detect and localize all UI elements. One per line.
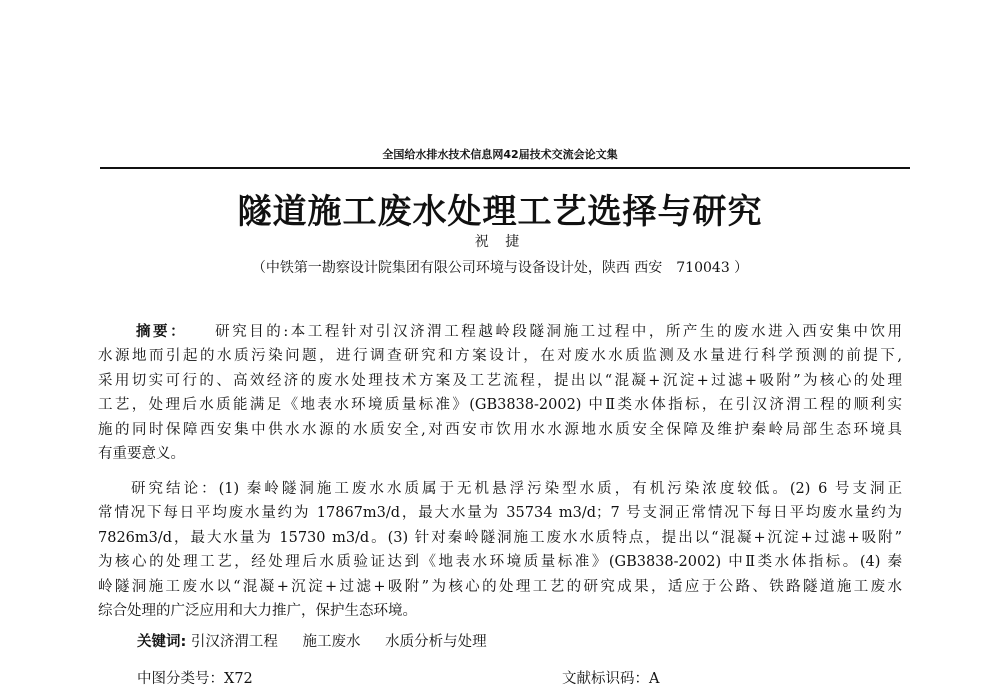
keywords bbox=[137, 631, 507, 653]
affiliation: （中铁第一勘察设计院集团有限公司环境与设备设计处，陕西 西安 710043 ） bbox=[251, 260, 749, 276]
keyword: 水质分析与处理 bbox=[385, 634, 487, 650]
abstract-label: 摘要： bbox=[136, 324, 188, 340]
keywords-label: 关键词: bbox=[137, 634, 187, 650]
conclusion bbox=[98, 477, 902, 623]
keyword: 引汉济渭工程 bbox=[190, 634, 278, 650]
document-code: 文献标识码：A bbox=[562, 671, 660, 687]
abstract bbox=[98, 320, 902, 466]
conclusion-line: 7826m3/d，最大水量为 15730 m3/d。(3) 针对秦岭隧洞施工废水水质特点，提出以“混凝+沉淀+过滤+吸附” bbox=[98, 529, 902, 546]
author: 祝 捷 bbox=[474, 234, 526, 250]
conclusion-line: 常情况下每日平均废水量约为 17867m3/d，最大水量为 35734 m3/d；7 号支洞正常情况下每日平均废水量约为 bbox=[98, 505, 902, 522]
keyword: 施工废水 bbox=[302, 634, 361, 650]
clc-number: 中图分类号：X72 bbox=[137, 671, 253, 687]
abstract-text: 研究目的:本工程针对引汉济渭工程越岭段隧洞施工过程中，所产生的废水进入西安集中饮用 bbox=[215, 324, 902, 340]
header-rule bbox=[100, 167, 910, 169]
classification-line bbox=[137, 668, 659, 690]
conclusion-text: 研究结论：(1) 秦岭隧洞施工废水水质属于无机悬浮污染型水质，有机污染浓度较低。(2) 6 号支洞正 bbox=[128, 481, 902, 497]
abstract-line: 水源地而引起的水质污染问题，进行调查研究和方案设计，在对废水水质监测及水量进行科学预测的前提下, bbox=[98, 348, 902, 365]
abstract-line: 采用切实可行的、高效经济的废水处理技术方案及工艺流程，提出以“混凝+沉淀+过滤+吸附”为核心的处理 bbox=[98, 372, 902, 389]
conclusion-line: 岭隧洞施工废水以“混凝+沉淀+过滤+吸附”为核心的处理工艺的研究成果，适应于公路、铁路隧道施工废水 bbox=[98, 578, 902, 595]
conclusion-line bbox=[98, 477, 902, 501]
paper-title: 隧道施工废水处理工艺选择与研究 bbox=[237, 192, 763, 232]
proceedings-header: 全国给水排水技术信息网42届技术交流会论文集 bbox=[382, 148, 618, 161]
conclusion-line: 综合处理的广泛应用和大力推广，保护生态环境。 bbox=[98, 602, 417, 619]
abstract-line bbox=[98, 320, 902, 344]
abstract-line: 施的同时保障西安集中供水水源的水质安全,对西安市饮用水水源地水质安全保障及维护秦岭局部生态环境具 bbox=[98, 421, 902, 438]
conclusion-line: 为核心的处理工艺，经处理后水质验证达到《地表水环境质量标准》(GB3838-2002) 中Ⅱ类水体指标。(4) 秦 bbox=[98, 554, 902, 571]
abstract-line: 有重要意义。 bbox=[98, 445, 185, 462]
abstract-line: 工艺，处理后水质能满足《地表水环境质量标准》(GB3838-2002) 中Ⅱ类水体指标，在引汉济渭工程的顺利实 bbox=[98, 397, 902, 414]
